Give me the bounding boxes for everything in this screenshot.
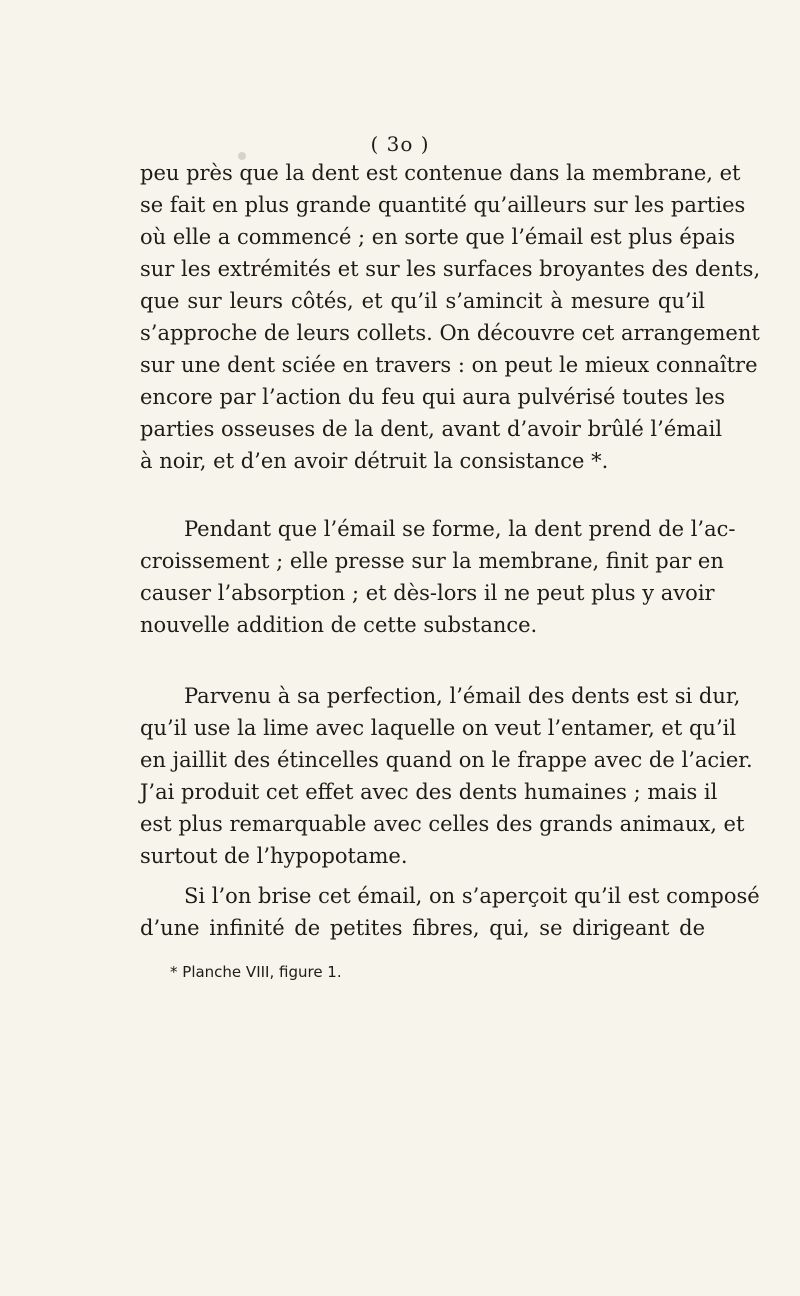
text-line: se fait en plus grande quantité qu’ailleurs sur les parties: [140, 193, 746, 217]
text-line: où elle a commencé ; en sorte que l’émail est plus épais: [140, 225, 736, 249]
text-line: en jaillit des étincelles quand on le frappe avec de l’acier.: [140, 748, 753, 772]
text-line: peu près que la dent est contenue dans la membrane, et: [140, 161, 741, 185]
text-line: que sur leurs côtés, et qu’il s’amincit à mesure qu’il: [140, 289, 705, 313]
text-line: Parvenu à sa perfection, l’émail des dents est si dur,: [184, 684, 741, 708]
text-line: J’ai produit cet effet avec des dents humaines ; mais il: [140, 780, 718, 804]
text-line: est plus remarquable avec celles des grands animaux, et: [140, 812, 745, 836]
text-line: nouvelle addition de cette substance.: [140, 613, 538, 637]
text-line: Si l’on brise cet émail, on s’aperçoit qu’il est composé: [184, 884, 760, 908]
paragraph-4: [140, 880, 760, 944]
text-line: sur les extrémités et sur les surfaces broyantes des dents,: [140, 257, 761, 281]
paragraph-3: [140, 680, 753, 872]
text-line: d’une infinité de petites fibres, qui, se dirigeant de: [140, 916, 705, 940]
text-line: parties osseuses de la dent, avant d’avoir brûlé l’émail: [140, 417, 723, 441]
text-line: Pendant que l’émail se forme, la dent prend de l’ac-: [184, 517, 736, 541]
text-line: à noir, et d’en avoir détruit la consistance *.: [140, 449, 609, 473]
text-line: encore par l’action du feu qui aura pulvérisé toutes les: [140, 385, 725, 409]
page-number: ( 3o ): [370, 132, 430, 156]
paragraph-1: [140, 157, 761, 477]
text-line: croissement ; elle presse sur la membrane, finit par en: [140, 549, 724, 573]
text-line: sur une dent sciée en travers : on peut le mieux connaître: [140, 353, 758, 377]
text-line: s’approche de leurs collets. On découvre cet arrangement: [140, 321, 760, 345]
text-line: causer l’absorption ; et dès-lors il ne peut plus y avoir: [140, 581, 715, 605]
text-line: qu’il use la lime avec laquelle on veut l’entamer, et qu’il: [140, 716, 737, 740]
text-line: surtout de l’hypopotame.: [140, 844, 408, 868]
paragraph-2: [140, 513, 736, 641]
footnote: * Planche VIII, figure 1.: [170, 963, 342, 981]
